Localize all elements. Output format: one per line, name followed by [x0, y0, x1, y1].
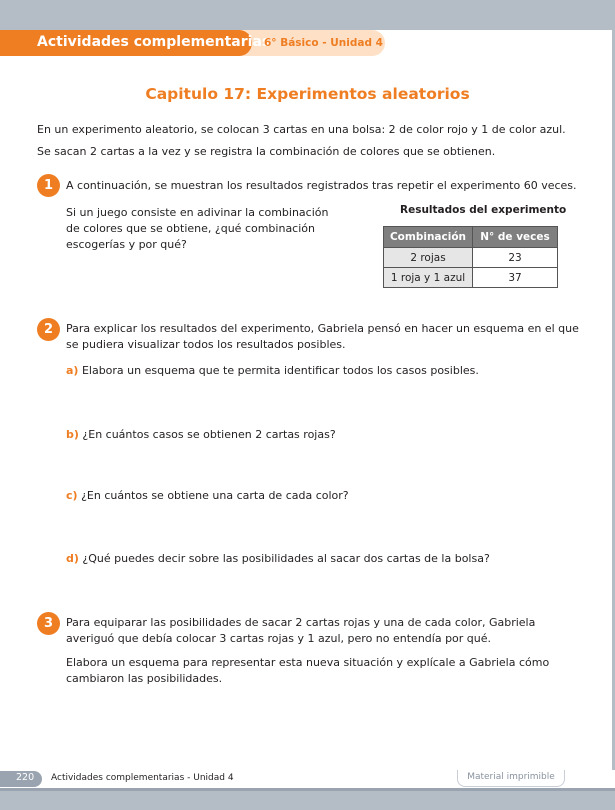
table-cell-label: 1 roja y 1 azul [384, 268, 473, 288]
table-header-combination: Combinación [384, 227, 473, 248]
item-letter: b) [66, 428, 79, 441]
item-text: ¿En cuántos casos se obtienen 2 cartas rojas? [82, 428, 336, 441]
item-letter: c) [66, 489, 78, 502]
footer-divider [0, 788, 615, 791]
question-3-line-2: averiguó que debía colocar 3 cartas rojas y 1 azul, pero no entendía por qué. [66, 632, 492, 645]
item-text: ¿Qué puedes decir sobre las posibilidades al sacar dos cartas de la bolsa? [82, 552, 490, 565]
question-3-number: 3 [37, 612, 60, 635]
item-letter: d) [66, 552, 79, 565]
question-2-item-a [66, 363, 479, 379]
question-1-line-2: de colores que se obtiene, ¿qué combinación [66, 222, 315, 235]
question-1-line-1: Si un juego consiste en adivinar la combinación [66, 206, 329, 219]
table-cell-label: 2 rojas [384, 248, 473, 268]
page-number: 220 [16, 772, 35, 783]
question-3-line-4: cambiaron las posibilidades. [66, 672, 223, 685]
item-letter: a) [66, 364, 79, 377]
page-number-badge [0, 771, 42, 787]
question-2-line-1: Para explicar los resultados del experimento, Gabriela pensó en hacer un esquema en el que [66, 322, 579, 335]
table-row [384, 268, 558, 288]
header-grade: 6° Básico - Unidad 4 [264, 37, 383, 49]
table-header-row [384, 227, 558, 248]
header-banner [0, 30, 385, 56]
table-row [384, 248, 558, 268]
question-2-item-c [66, 488, 349, 504]
question-2-item-b [66, 427, 336, 443]
results-table-title: Resultados del experimento [400, 204, 567, 216]
footer-text: Actividades complementarias - Unidad 4 [51, 773, 234, 783]
question-1-line-3: escogerías y por qué? [66, 238, 187, 251]
table-cell-value: 37 [473, 268, 558, 288]
question-1-text: A continuación, se muestran los resultados registrados tras repetir el experimento 60 veces. [66, 179, 577, 192]
top-band [0, 0, 615, 30]
material-badge [457, 770, 565, 787]
question-3-line-3: Elabora un esquema para representar esta nueva situación y explícale a Gabriela cómo [66, 656, 550, 669]
chapter-title: Capitulo 17: Experimentos aleatorios [145, 85, 470, 103]
table-header-count: N° de veces [473, 227, 558, 248]
table-cell-value: 23 [473, 248, 558, 268]
item-text: ¿En cuántos se obtiene una carta de cada color? [81, 489, 349, 502]
question-2-number: 2 [37, 318, 60, 341]
question-3-line-1: Para equiparar las posibilidades de sacar 2 cartas rojas y una de cada color, Gabriela [66, 616, 536, 629]
header-title-tab [0, 30, 271, 56]
item-text: Elabora un esquema que te permita identificar todos los casos posibles. [81, 364, 479, 377]
intro-line-2: Se sacan 2 cartas a la vez y se registra la combinación de colores que se obtienen. [37, 145, 496, 158]
intro-line-1: En un experimento aleatorio, se colocan 3 cartas en una bolsa: 2 de color rojo y 1 de color azul. [37, 123, 566, 136]
results-table [383, 226, 558, 288]
material-label: Material imprimible [467, 772, 555, 782]
header-title: Actividades complementarias [37, 34, 271, 50]
question-1-number: 1 [37, 174, 60, 197]
question-2-item-d [66, 551, 490, 567]
question-2-line-2: se pudiera visualizar todos los resultados posibles. [66, 338, 346, 351]
